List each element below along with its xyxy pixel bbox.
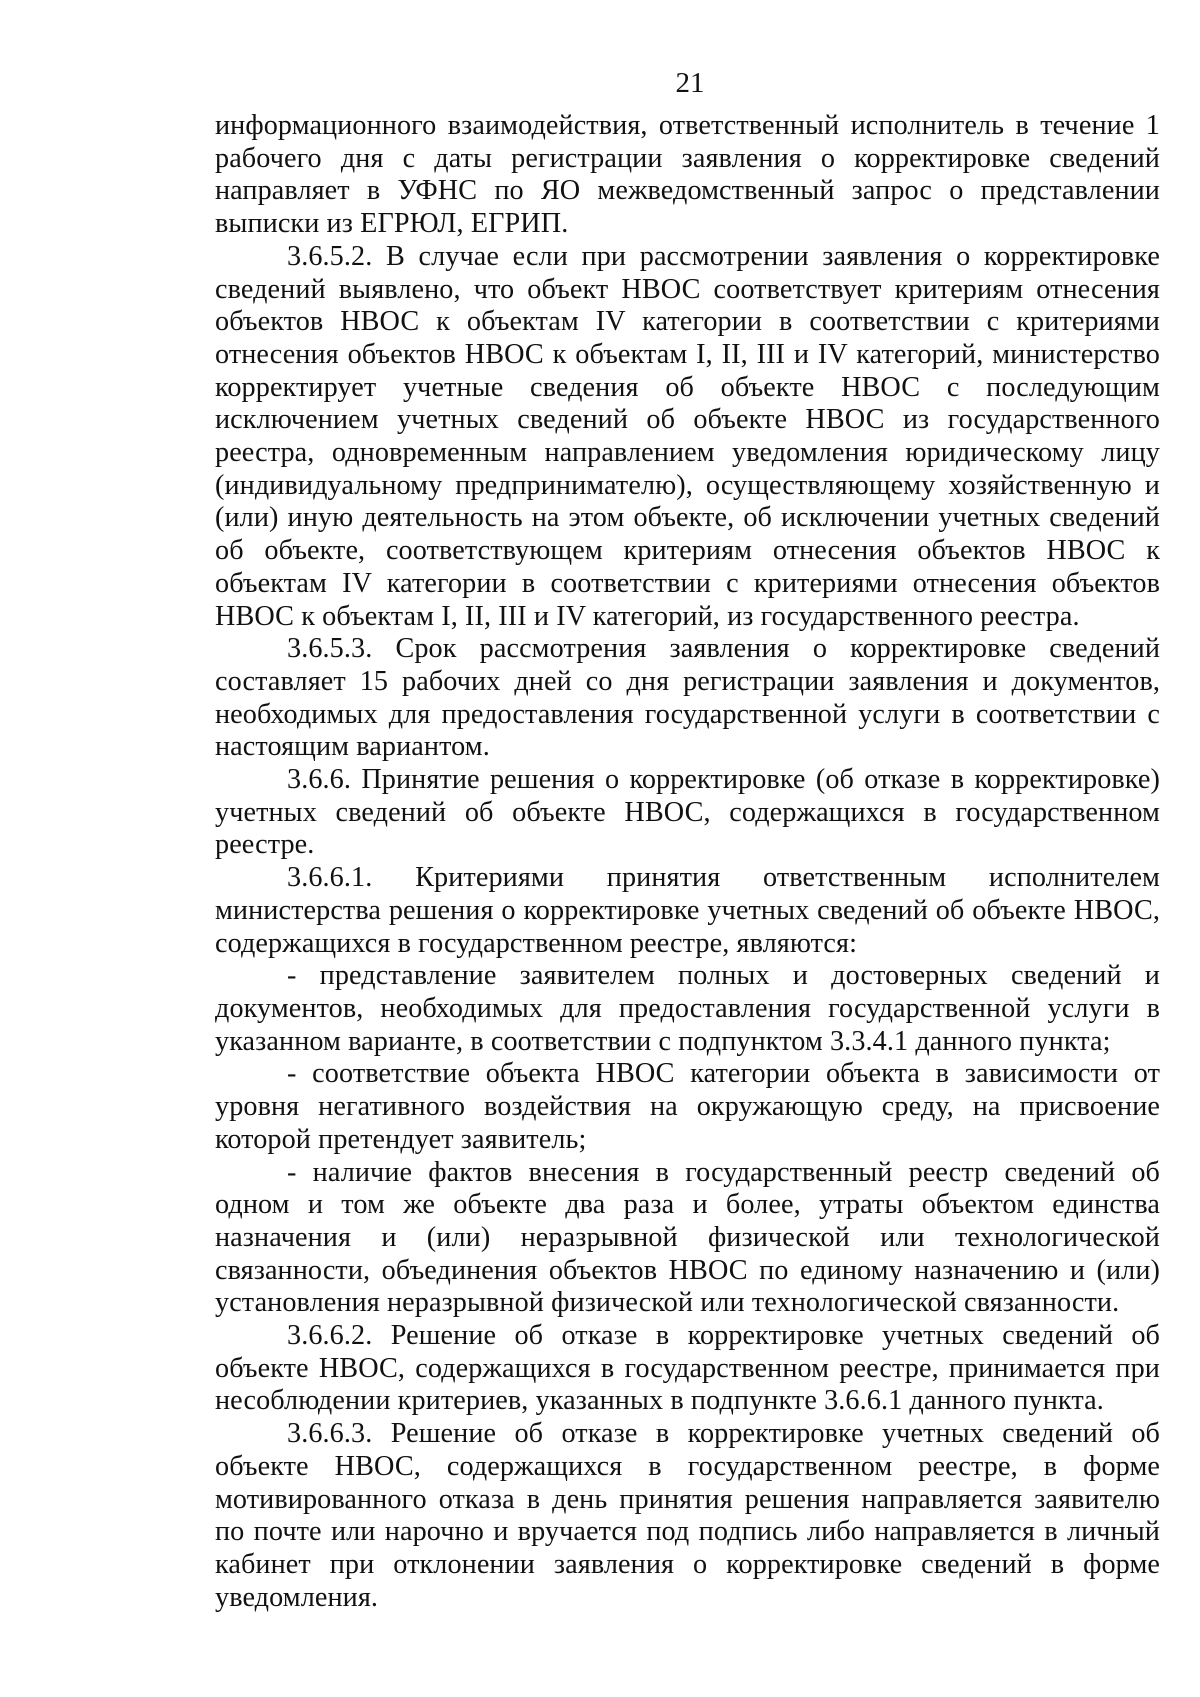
- paragraph-3-6-6: 3.6.6. Принятие решения о корректировке (об отказе в корректировке) учетных сведений об объекте НВОС, содержащихся в государственном реестре.: [215, 764, 1160, 861]
- paragraph-3-6-6-2: 3.6.6.2. Решение об отказе в корректировке учетных сведений об объекте НВОС, содержащихся в государственном реестре, принимается при несоблюдении критериев, указанных в подпункте 3.6.6.1 данного пункта.: [215, 1320, 1160, 1417]
- list-item-criteria-3: - наличие фактов внесения в государственный реестр сведений об одном и том же объекте два раза и более, утраты объектом единства назначения и (или) неразрывной физической или технологической связанности, объединения объектов НВОС по единому назначению и (или) установления неразрывной физической или технологической связанности.: [215, 1156, 1160, 1319]
- paragraph-3-6-6-3: 3.6.6.3. Решение об отказе в корректировке учетных сведений об объекте НВОС, содержащихся в государственном реестре, в форме мотивированного отказа в день принятия решения направляется заявителю по почте или нарочно и вручается под подпись либо направляется в личный кабинет при отклонении заявления о корректировке сведений в форме уведомления.: [215, 1418, 1160, 1613]
- list-item-criteria-2: - соответствие объекта НВОС категории объекта в зависимости от уровня негативного воздействия на окружающую среду, на присвоение которой претендует заявитель;: [215, 1058, 1160, 1155]
- document-body: [215, 110, 1160, 1614]
- paragraph-3-6-5-2: 3.6.5.2. В случае если при рассмотрении заявления о корректировке сведений выявлено, что объект НВОС соответствует критериям отнесения объектов НВОС к объектам IV категории в соответствии с критериями отнесения объектов НВОС к объектам I, II, III и IV категорий, министерство корректирует учетные сведения об объекте НВОС с последующим исключением учетных сведений об объекте НВОС из государственного реестра, одновременным направлением уведомления юридическому лицу (индивидуальному предпринимателю), осуществляющему хозяйственную и (или) иную деятельность на этом объекте, об исключении учетных сведений об объекте, соответствующем критериям отнесения объектов НВОС к объектам IV категории в соответствии с критериями отнесения объектов НВОС к объектам I, II, III и IV категорий, из государственного реестра.: [215, 240, 1160, 632]
- paragraph-3-6-6-1: 3.6.6.1. Критериями принятия ответственным исполнителем министерства решения о корректировке учетных сведений об объекте НВОС, содержащихся в государственном реестре, являются:: [215, 862, 1160, 959]
- paragraph-3-6-5-3: 3.6.5.3. Срок рассмотрения заявления о корректировке сведений составляет 15 рабочих дней со дня регистрации заявления и документов, необходимых для предоставления государственной услуги в соответствии с настоящим вариантом.: [215, 633, 1160, 763]
- page-number: 21: [675, 67, 705, 99]
- paragraph-continuation: информационного взаимодействия, ответственный исполнитель в течение 1 рабочего дня с даты регистрации заявления о корректировке сведений направляет в УФНС по ЯО межведомственный запрос о представлении выписки из ЕГРЮЛ, ЕГРИП.: [215, 110, 1160, 240]
- list-item-criteria-1: - представление заявителем полных и достоверных сведений и документов, необходимых для предоставления государственной услуги в указанном варианте, в соответствии с подпунктом 3.3.4.1 данного пункта;: [215, 960, 1160, 1057]
